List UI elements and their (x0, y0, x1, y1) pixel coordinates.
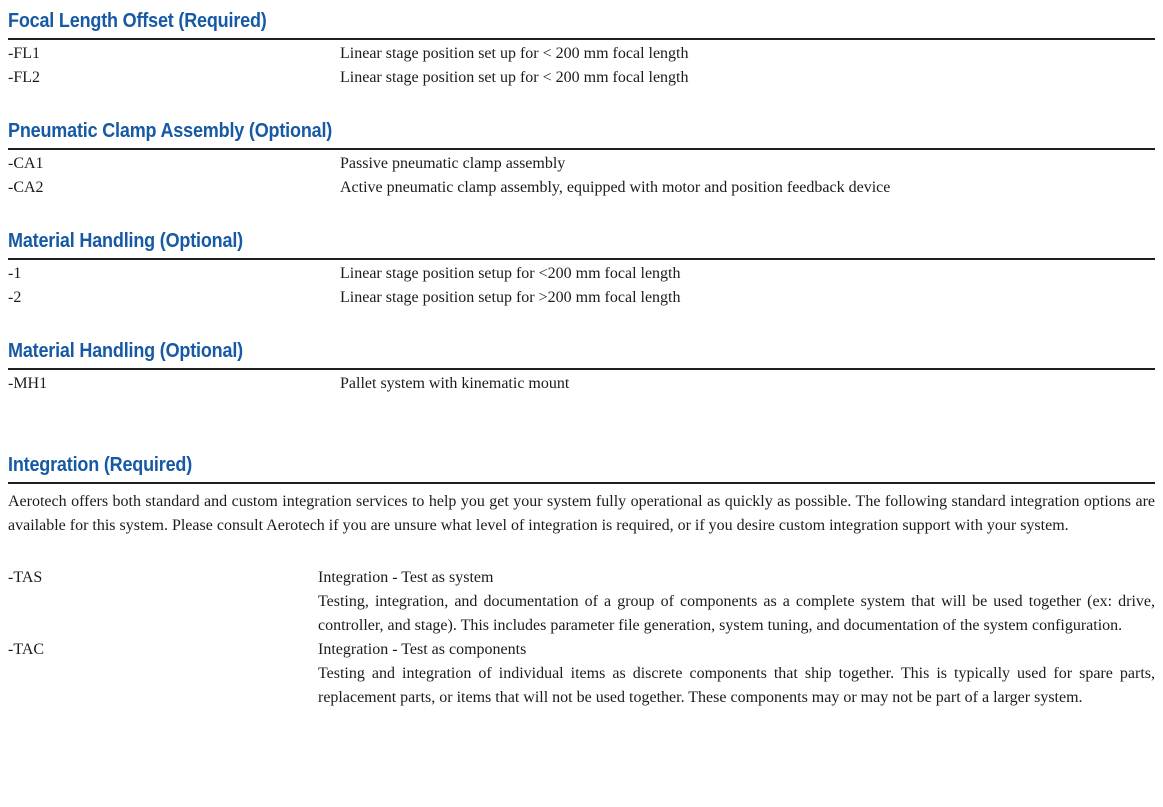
option-code: -1 (8, 265, 22, 282)
option-description: Pallet system with kinematic mount (340, 375, 570, 392)
option-row (8, 566, 1155, 638)
section-heading (8, 230, 1155, 252)
option-description: Passive pneumatic clamp assembly (340, 155, 566, 172)
option-table (8, 42, 1155, 90)
option-description-title: Integration - Test as components (318, 641, 527, 658)
section-title: Integration (Required) (8, 454, 193, 476)
option-code: -2 (8, 289, 22, 306)
option-description-title: Integration - Test as system (318, 569, 494, 586)
option-code: -TAS (8, 569, 43, 586)
option-description: Active pneumatic clamp assembly, equipped with motor and position feedback device (340, 179, 891, 196)
section-title: Pneumatic Clamp Assembly (Optional) (8, 120, 333, 142)
option-code: -CA1 (8, 155, 44, 172)
section-material-handling-1 (8, 230, 1155, 310)
option-row (8, 262, 1155, 286)
option-row (8, 286, 1155, 310)
option-table (8, 152, 1155, 200)
option-row (8, 66, 1155, 90)
section-title: Material Handling (Optional) (8, 340, 243, 362)
heading-rule (8, 482, 1155, 484)
heading-rule (8, 148, 1155, 150)
option-description: Linear stage position setup for >200 mm focal length (340, 289, 681, 306)
option-table (8, 372, 1155, 396)
option-description: Linear stage position setup for <200 mm focal length (340, 265, 681, 282)
option-table (8, 262, 1155, 310)
section-material-handling-2 (8, 340, 1155, 396)
option-row (8, 152, 1155, 176)
heading-rule (8, 38, 1155, 40)
option-row (8, 372, 1155, 396)
option-row (8, 42, 1155, 66)
section-heading (8, 10, 1155, 32)
section-heading (8, 120, 1155, 142)
option-description-body: Testing, integration, and documentation of a group of components as a complete system that will be used together (ex: drive, controller, and stage). This includes parameter file generation, system tuning, and documentation of the system configuration. (318, 593, 1155, 634)
option-description: Linear stage position set up for < 200 mm focal length (340, 45, 689, 62)
section-integration (8, 454, 1155, 710)
option-code: -FL2 (8, 69, 40, 86)
option-description: Linear stage position set up for < 200 mm focal length (340, 69, 689, 86)
option-row (8, 638, 1155, 710)
option-code: -TAC (8, 641, 45, 658)
option-code: -FL1 (8, 45, 40, 62)
section-pneumatic-clamp-assembly (8, 120, 1155, 200)
section-focal-length-offset (8, 10, 1155, 90)
option-table (8, 566, 1155, 710)
heading-rule (8, 368, 1155, 370)
section-heading (8, 340, 1155, 362)
option-code: -MH1 (8, 375, 48, 392)
section-title: Material Handling (Optional) (8, 230, 243, 252)
option-description-body: Testing and integration of individual items as discrete components that ship together. This is typically used for spare parts, replacement parts, or items that will not be used together. These components may or may not be part of a larger system. (318, 665, 1155, 706)
integration-intro: Aerotech offers both standard and custom integration services to help you get your system fully operational as quickly as possible. The following standard integration options are available for this system. Please consult Aerotech if you are unsure what level of integration is required, or if you desire custom integration support with your system. (8, 493, 1155, 534)
option-code: -CA2 (8, 179, 44, 196)
option-description (318, 638, 1155, 710)
option-description (318, 566, 1155, 638)
section-heading (8, 454, 1155, 476)
section-title: Focal Length Offset (Required) (8, 10, 267, 32)
option-row (8, 176, 1155, 200)
heading-rule (8, 258, 1155, 260)
